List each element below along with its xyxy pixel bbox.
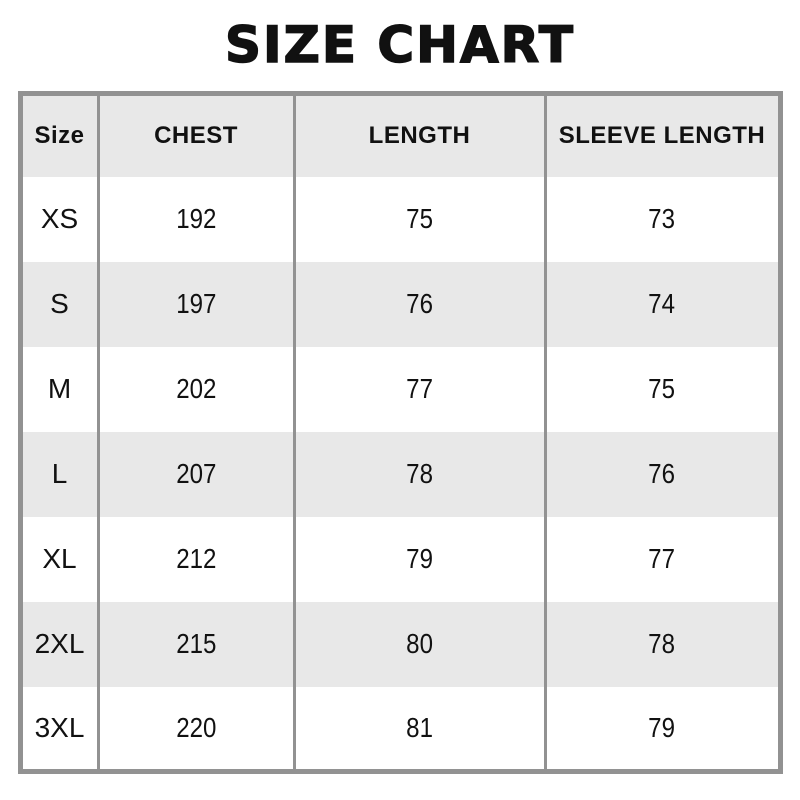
table-row-xs <box>20 177 780 262</box>
sleeve-length-value-text: 78 <box>648 628 676 659</box>
sleeve-length-value-text: 75 <box>648 373 676 404</box>
chest-value <box>98 687 294 772</box>
sleeve-length-value-text: 77 <box>648 543 676 574</box>
size-label-text: S <box>50 288 69 319</box>
sleeve-length-value-text: 76 <box>648 458 676 489</box>
size-label-text: XS <box>40 203 79 234</box>
size-label <box>20 177 98 262</box>
sleeve-length-value <box>545 347 780 432</box>
size-label-text: L <box>51 458 68 489</box>
table-body <box>20 177 780 772</box>
table-header-row <box>20 94 780 177</box>
length-value-text: 75 <box>406 203 433 234</box>
sleeve-length-value <box>545 177 780 262</box>
chest-value <box>98 177 294 262</box>
chest-value-text: 197 <box>175 288 217 319</box>
size-label <box>20 432 98 517</box>
page-title: SIZE CHART <box>224 16 576 74</box>
sleeve-length-value-text: 74 <box>648 288 676 319</box>
length-value-text: 77 <box>406 373 433 404</box>
length-value-text: 79 <box>406 543 433 574</box>
table-row-xl <box>20 517 780 602</box>
table-row-2xl <box>20 602 780 687</box>
chest-value <box>98 602 294 687</box>
length-value <box>294 347 545 432</box>
size-chart-table <box>18 91 783 774</box>
table-row-s <box>20 262 780 347</box>
chest-value-text: 212 <box>175 543 217 574</box>
sleeve-length-value <box>545 262 780 347</box>
chest-value <box>98 347 294 432</box>
sleeve-length-value-text: 79 <box>648 711 676 743</box>
length-value <box>294 262 545 347</box>
size-label <box>20 262 98 347</box>
chest-value-text: 215 <box>175 628 217 659</box>
table-row-l <box>20 432 780 517</box>
length-value-text: 78 <box>406 458 433 489</box>
chest-value-text: 220 <box>175 711 217 743</box>
length-value <box>294 177 545 262</box>
size-label <box>20 687 98 772</box>
table-row-m <box>20 347 780 432</box>
size-label-text: XL <box>42 543 77 574</box>
table-row-3xl <box>20 687 780 772</box>
chest-value <box>98 262 294 347</box>
chest-value-text: 202 <box>175 373 217 404</box>
chest-value <box>98 517 294 602</box>
chest-value-text: 192 <box>175 203 217 234</box>
sleeve-length-value-text: 73 <box>648 203 676 234</box>
column-header-chest: CHEST <box>98 94 294 177</box>
length-value <box>294 432 545 517</box>
length-value-text: 76 <box>406 288 433 319</box>
sleeve-length-value <box>545 432 780 517</box>
column-header-size: Size <box>20 94 98 177</box>
sleeve-length-value <box>545 602 780 687</box>
column-header-sleeve-length: SLEEVE LENGTH <box>545 94 780 177</box>
chest-value <box>98 432 294 517</box>
size-label-text: M <box>47 373 72 404</box>
length-value <box>294 602 545 687</box>
column-header-length: LENGTH <box>294 94 545 177</box>
sleeve-length-value <box>545 517 780 602</box>
size-label <box>20 602 98 687</box>
length-value <box>294 687 545 772</box>
length-value-text: 81 <box>406 711 433 743</box>
length-value-text: 80 <box>406 628 433 659</box>
sleeve-length-value <box>545 687 780 772</box>
size-label-text: 2XL <box>34 628 85 659</box>
chest-value-text: 207 <box>175 458 217 489</box>
length-value <box>294 517 545 602</box>
size-label <box>20 347 98 432</box>
size-label <box>20 517 98 602</box>
size-label-text: 3XL <box>34 711 85 743</box>
